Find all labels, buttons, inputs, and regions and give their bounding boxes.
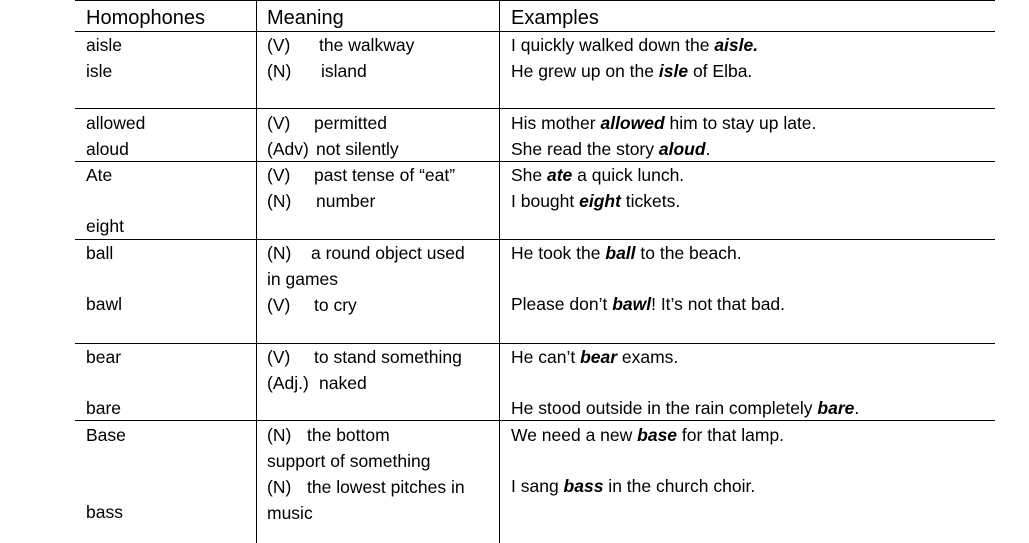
header-homophones: Homophones (86, 7, 205, 29)
part-of-speech-tag: (V) (267, 165, 291, 185)
example-homophone: bear (580, 347, 618, 367)
example-homophone: base (637, 425, 678, 445)
example-text: I quickly walked down the (511, 35, 715, 55)
example-homophone: isle (658, 61, 689, 81)
example-homophone: allowed (600, 113, 665, 133)
column-divider (256, 0, 257, 543)
example-text: He stood outside in the rain completely (511, 398, 818, 418)
row-divider (75, 108, 995, 109)
example-sentence (511, 291, 785, 317)
example-sentence (511, 32, 758, 58)
homophone-word: Base (86, 425, 126, 445)
homophone-word: aloud (86, 139, 129, 159)
example-sentence (511, 473, 755, 499)
example-homophone: bare (817, 398, 855, 418)
meaning-cell (267, 162, 455, 214)
part-of-speech-tag: (N) (267, 191, 292, 211)
example-text: She read the story (511, 139, 659, 159)
meaning-line (267, 474, 465, 500)
example-text: in the church choir. (603, 476, 756, 496)
meaning-text: the lowest pitches in (307, 477, 465, 497)
example-homophone: ball (605, 243, 636, 263)
example-sentence (511, 422, 784, 448)
example-homophone: aisle. (714, 35, 759, 55)
meaning-text: permitted (314, 113, 387, 133)
example-homophone: ate (547, 165, 573, 185)
meaning-line (267, 162, 455, 188)
example-homophone: aloud (658, 139, 706, 159)
meaning-cell (267, 344, 462, 396)
example-text: exams. (617, 347, 679, 367)
example-homophone: eight (579, 191, 621, 211)
example-text: We need a new (511, 425, 638, 445)
example-sentence (511, 240, 742, 266)
example-text: His mother (511, 113, 601, 133)
meaning-text: past tense of “eat” (314, 165, 456, 185)
example-text: a quick lunch. (572, 165, 685, 185)
example-homophone: bawl (612, 294, 652, 314)
example-text: Please don’t (511, 294, 613, 314)
meaning-text: to stand something (314, 347, 462, 367)
part-of-speech-tag: (V) (267, 295, 291, 315)
meaning-text: the bottom (307, 425, 390, 445)
table-top-border (75, 0, 995, 1)
example-text: ! It’s not that bad. (651, 294, 786, 314)
column-divider (499, 0, 500, 543)
meaning-line (267, 500, 465, 526)
example-sentence (511, 162, 684, 188)
meaning-text: music (267, 503, 313, 523)
part-of-speech-tag: (Adv) (267, 139, 309, 159)
meaning-line (267, 448, 465, 474)
meaning-text: not silently (316, 139, 399, 159)
example-text: of Elba. (688, 61, 753, 81)
homophone-word: bear (86, 347, 122, 367)
homophone-word: eight (86, 216, 124, 236)
meaning-text: in games (267, 269, 339, 289)
part-of-speech-tag: (N) (267, 425, 292, 445)
example-text: He took the (511, 243, 606, 263)
example-text: I sang (511, 476, 564, 496)
meaning-line (267, 266, 465, 292)
homophone-word: aisle (86, 35, 122, 55)
homophone-word: Ate (86, 165, 113, 185)
part-of-speech-tag: (V) (267, 347, 291, 367)
part-of-speech-tag: (N) (267, 477, 292, 497)
part-of-speech-tag: (V) (267, 113, 291, 133)
meaning-line (267, 240, 465, 266)
part-of-speech-tag: (V) (267, 35, 291, 55)
example-sentence (511, 188, 680, 214)
example-sentence (511, 395, 859, 421)
example-text: He grew up on the (511, 61, 659, 81)
meaning-line (267, 370, 462, 396)
homophone-word: ball (86, 243, 114, 263)
example-text: tickets. (620, 191, 681, 211)
example-sentence (511, 58, 752, 84)
example-text: He can’t (511, 347, 581, 367)
meaning-text: naked (319, 373, 367, 393)
homophone-word: allowed (86, 113, 146, 133)
meaning-line (267, 188, 455, 214)
header-examples: Examples (511, 7, 599, 29)
meaning-cell (267, 422, 465, 526)
meaning-text: number (316, 191, 376, 211)
homophone-word: bare (86, 398, 122, 418)
example-text: . (854, 398, 860, 418)
meaning-text: support of something (267, 451, 431, 471)
example-text: She (511, 165, 547, 185)
example-sentence (511, 110, 816, 136)
meaning-line (267, 110, 399, 136)
example-sentence (511, 344, 678, 370)
part-of-speech-tag: (N) (267, 243, 292, 263)
meaning-cell (267, 110, 399, 162)
meaning-line (267, 136, 399, 162)
example-sentence (511, 136, 710, 162)
homophone-word: isle (86, 61, 113, 81)
header-meaning: Meaning (267, 7, 344, 29)
meaning-line (267, 32, 414, 58)
example-text: for that lamp. (677, 425, 785, 445)
homophone-word: bawl (86, 294, 122, 314)
meaning-line (267, 344, 462, 370)
meaning-line (267, 422, 465, 448)
meaning-line (267, 292, 465, 318)
example-text: him to stay up late. (664, 113, 817, 133)
meaning-cell (267, 32, 414, 84)
meaning-text: island (321, 61, 367, 81)
homophone-word: bass (86, 502, 123, 522)
example-text: to the beach. (635, 243, 742, 263)
part-of-speech-tag: (Adj.) (267, 373, 309, 393)
meaning-text: to cry (314, 295, 357, 315)
meaning-cell (267, 240, 465, 318)
meaning-text: the walkway (319, 35, 415, 55)
meaning-text: a round object used (311, 243, 465, 263)
example-text: . (705, 139, 711, 159)
example-homophone: bass (563, 476, 604, 496)
example-text: I bought (511, 191, 580, 211)
part-of-speech-tag: (N) (267, 61, 292, 81)
meaning-line (267, 58, 414, 84)
